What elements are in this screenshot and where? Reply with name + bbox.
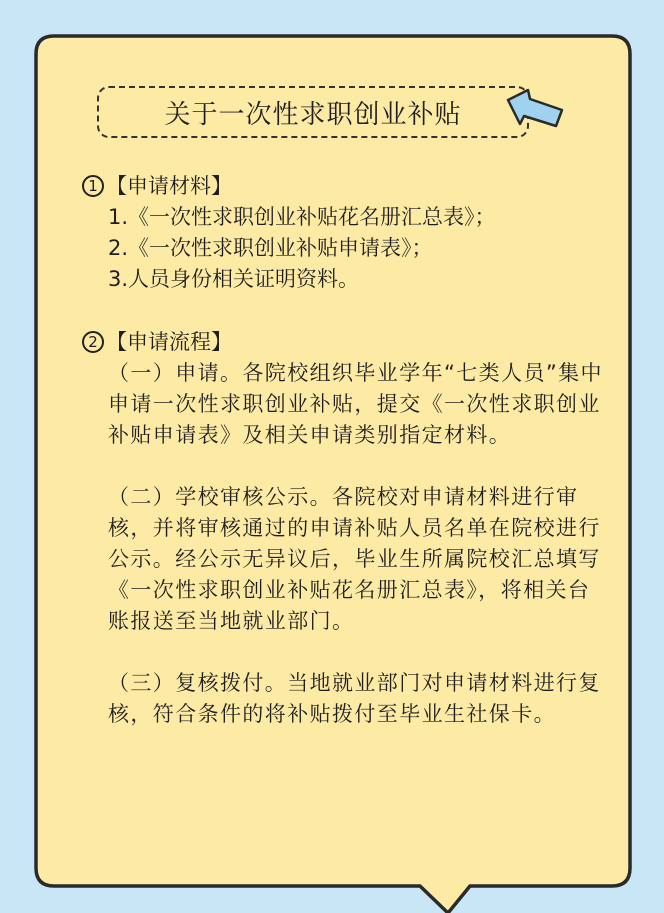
section-process [80, 326, 620, 730]
section-header [80, 326, 620, 358]
section-materials [80, 170, 620, 295]
materials-list [80, 202, 620, 295]
number-badge: 2 [82, 331, 104, 353]
process-paragraph: （二）学校审核公示。各院校对申请材料进行审核，并将审核通过的申请补贴人员名单在院校进行公示。经公示无异议后，毕业生所属院校汇总填写《一次性求职创业补贴花名册汇总表》，将相关台账报送至当地就业部门。 [108, 485, 601, 633]
list-item: 2.《一次性求职创业补贴申请表》； [108, 236, 433, 260]
section-header [80, 170, 620, 202]
section-title: 【申请材料】 [106, 174, 232, 198]
number-badge: 1 [82, 175, 104, 197]
title-banner [97, 86, 529, 138]
pointer-arrow-icon [500, 86, 568, 138]
page-title: 关于一次性求职创业补贴 [164, 99, 462, 130]
process-paragraph: （三）复核拨付。当地就业部门对申请材料进行复核，符合条件的将补贴拨付至毕业生社保卡。 [108, 671, 601, 726]
content-area [80, 170, 620, 730]
section-title: 【申请流程】 [106, 330, 232, 354]
process-paragraph: （一）申请。各院校组织毕业学年“七类人员”集中申请一次性求职创业补贴，提交《一次性求职创业补贴申请表》及相关申请类别指定材料。 [108, 361, 603, 447]
list-item: 3.人员身份相关证明资料。 [108, 267, 360, 291]
list-item: 1.《一次性求职创业补贴花名册汇总表》； [108, 205, 496, 229]
